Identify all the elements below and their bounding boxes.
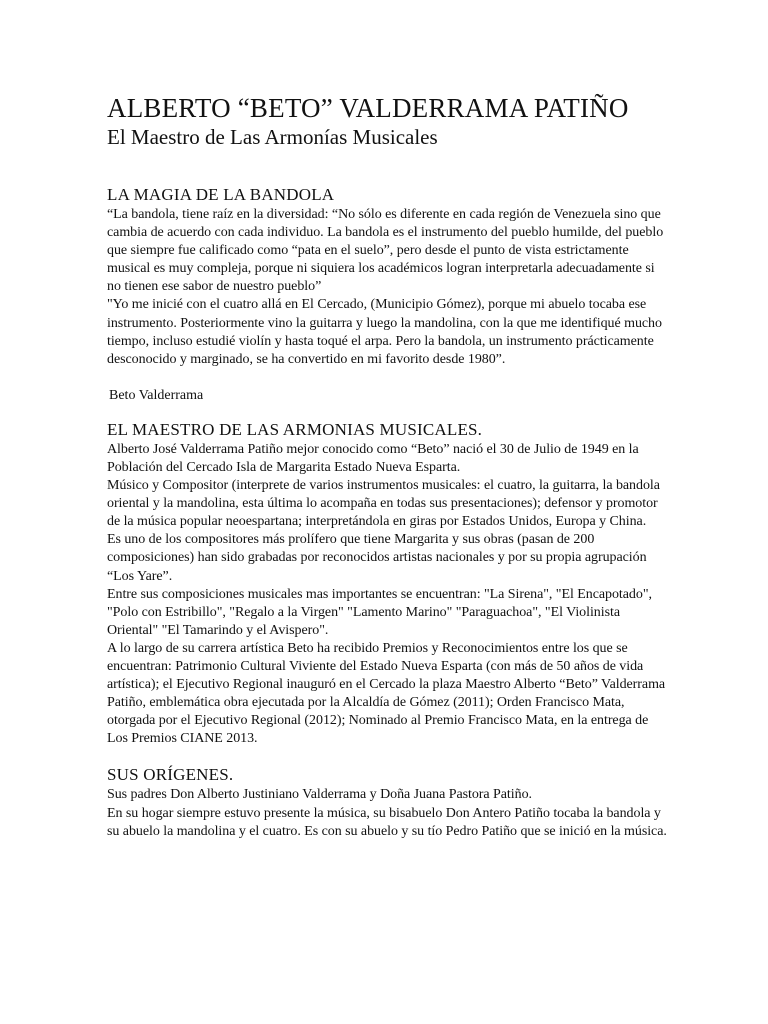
paragraph: Entre sus composiciones musicales mas importantes se encuentran: "La Sirena", "El Encapotado", "Polo con Estribillo", "Regalo a la Virgen" "Lamento Marino" "Paraguachoa", "El Violinista Oriental" "El Tamarindo y el Avispero". (107, 586, 652, 638)
section-magia-bandola (107, 184, 668, 405)
paragraph: Alberto José Valderrama Patiño mejor conocido como “Beto” nació el 30 de Julio de 1949 en la Población del Cercado Isla de Margarita Estado Nueva Esparta. (107, 441, 639, 475)
paragraph: Es uno de los compositores más prolífero que tiene Margarita y sus obras (pasan de 200 composiciones) han sido grabadas por reconocidos artistas nacionales y por su propia agrupación “Los Yare”. (107, 532, 647, 584)
paragraph: Músico y Compositor (interprete de varios instrumentos musicales: el cuatro, la guitarra, la bandola oriental y la mandolina, esta última lo acompaña en todas sus presentaciones); defensor y promotor de la música popular neoespartana; interpretándola en giras por Estados Unidos, Europa y China. (107, 478, 660, 530)
paragraph: En su hogar siempre estuvo presente la música, su bisabuelo Don Antero Patiño tocaba la bandola y su abuelo la mandolina y el cuatro. Es con su abuelo y su tío Pedro Patiño que se inició en la música. (107, 805, 667, 839)
signature: Beto Valderrama (109, 387, 204, 403)
paragraph: “La bandola, tiene raíz en la diversidad: “No sólo es diferente en cada región de Venezuela sino que cambia de acuerdo con cada individuo. La bandola es el instrumento del pueblo humilde, del pueblo que siempre fue calificado como “pata en el suelo”, pero desde el punto de vista estrictamente musical es muy compleja, porque ni siquiera los académicos logran interpretarla adecuadamente si no tienen ese sabor de nuestro pueblo” (107, 207, 664, 295)
section-heading: SUS ORÍGENES. (107, 765, 234, 785)
section-origenes (107, 764, 668, 840)
document-subtitle: El Maestro de Las Armonías Musicales (107, 125, 438, 149)
paragraph: A lo largo de su carrera artística Beto ha recibido Premios y Reconocimientos entre los que se encuentran: Patrimonio Cultural Viviente del Estado Nueva Esparta (con más de 50 años de vida artística); el Ejecutivo Regional inauguró en el Cercado la plaza Maestro Alberto “Beto” Valderrama Patiño, emblemática obra ejecutada por la Alcaldía de Gómez (2011); Orden Francisco Mata, otorgada por el Ejecutivo Regional (2012); Nominado al Premio Francisco Mata, en la entrega de Los Premios CIANE 2013. (107, 640, 666, 747)
paragraph: Sus padres Don Alberto Justiniano Valderrama y Doña Juana Pastora Patiño. (107, 787, 532, 803)
section-heading: LA MAGIA DE LA BANDOLA (107, 185, 335, 204)
section-heading: EL MAESTRO DE LAS ARMONIAS MUSICALES. (107, 419, 483, 439)
section-maestro-armonias (107, 419, 668, 749)
document-title: ALBERTO “BETO” VALDERRAMA PATIÑO (107, 93, 629, 123)
paragraph: "Yo me inicié con el cuatro allá en El Cercado, (Municipio Gómez), porque mi abuelo tocaba ese instrumento. Posteriormente vino la guitarra y luego la mandolina, con la que me identifiqué mucho tiempo, incluso estudié violín y hasta toqué el arpa. Pero la bandola, un instrumento prácticamente desconocido y marginado, se ha convertido en mi favorito desde 1980”. (107, 297, 662, 367)
